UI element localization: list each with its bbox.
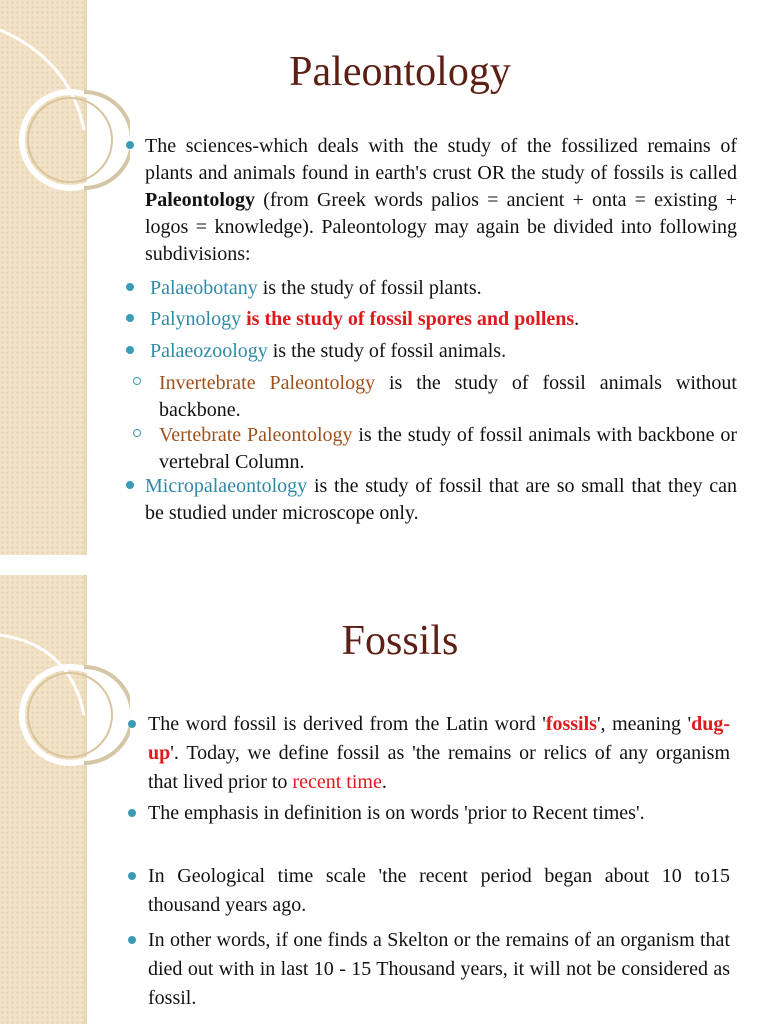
emphasis-paragraph: The emphasis in definition is on words 'prior to Recent times'. — [148, 802, 645, 824]
list-item-palaeobotany: Palaeobotany is the study of fossil plants. — [150, 277, 482, 299]
sub-bullet-icon — [133, 377, 141, 385]
fossil-definition: The word fossil is derived from the Latin word 'fossils', meaning 'dug-up'. Today, we define fossil as 'the remains or relics of any organism that lived prior to recent time. — [148, 713, 730, 793]
list-item-micropalaeontology: Micropalaeontology is the study of fossil that are so small that they can be studied under microscope only. — [145, 475, 737, 524]
list-item-palaeozoology: Palaeozoology is the study of fossil animals. — [150, 340, 507, 362]
bullet-icon — [126, 346, 134, 354]
list-item-palynology: Palynology is the study of fossil spores and pollens. — [150, 308, 580, 330]
slide-fossils — [0, 575, 768, 1024]
bullet-icon — [126, 141, 134, 149]
sub-bullet-icon — [133, 429, 141, 437]
bullet-icon — [126, 314, 134, 322]
bullet-icon — [128, 809, 136, 817]
list-item-invertebrate: Invertebrate Paleontology is the study of fossil animals without backbone. — [159, 372, 737, 421]
bullet-icon — [128, 936, 136, 944]
bullet-icon — [128, 872, 136, 880]
page-title: Paleontology — [289, 49, 511, 95]
bullet-icon — [126, 481, 134, 489]
section-title: Fossils — [341, 618, 459, 664]
bullet-icon — [128, 720, 136, 728]
list-item-vertebrate: Vertebrate Paleontology is the study of fossil animals with backbone or vertebral Column. — [159, 424, 737, 473]
intro-paragraph: The sciences-which deals with the study of the fossilized remains of plants and animals found in earth's crust OR the study of fossils is called Paleontology (from Greek words palios = ancient + onta = existing + logos = knowledge). Paleontology may again be divided into following subdivisions: — [145, 135, 737, 265]
geological-paragraph: In Geological time scale 'the recent period began about 10 to15 thousand years ago. — [148, 865, 730, 916]
other-words-paragraph: In other words, if one finds a Skelton or the remains of an organism that died out with in last 10 - 15 Thousand years, it will not be considered as fossil. — [148, 929, 730, 1009]
bullet-icon — [126, 283, 134, 291]
